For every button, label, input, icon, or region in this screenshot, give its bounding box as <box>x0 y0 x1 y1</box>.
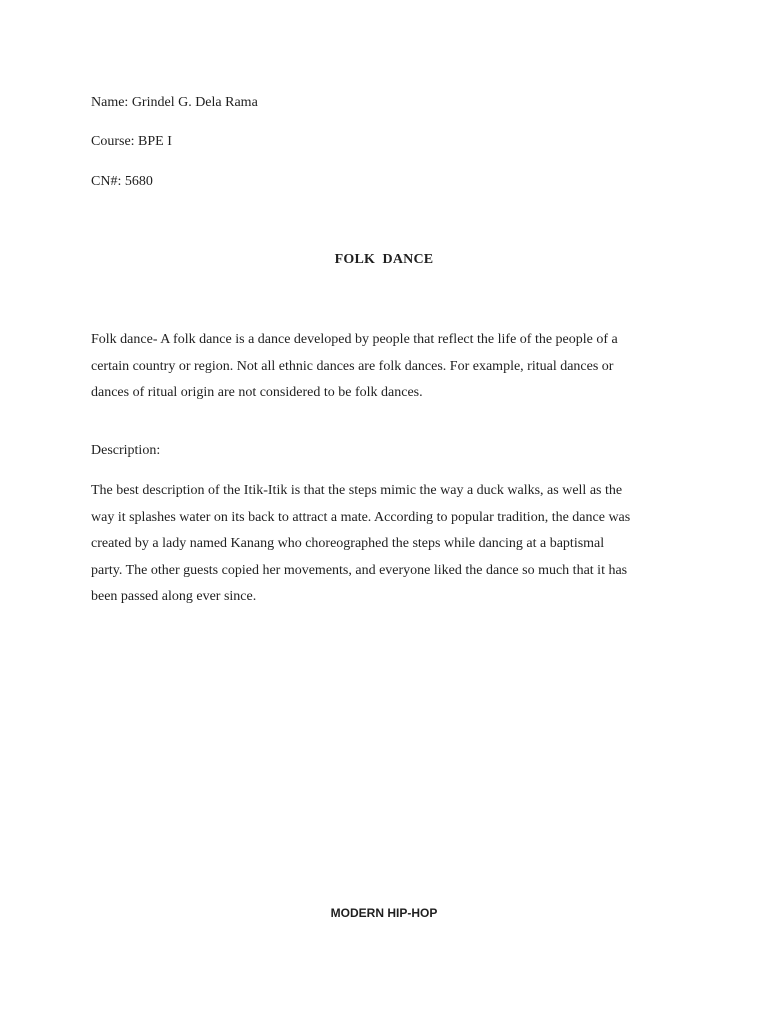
description-heading: Description: <box>91 443 161 458</box>
document-title: FOLK DANCE <box>334 252 434 267</box>
description-line: way it splashes water on its back to attract a mate. According to popular tradition, the dance was <box>91 509 631 525</box>
description-line: The best description of the Itik-Itik is that the steps mimic the way a duck walks, as well as the <box>91 483 623 498</box>
definition-line: dances of ritual origin are not considered to be folk dances. <box>91 385 423 400</box>
definition-line: Folk dance- A folk dance is a dance developed by people that reflect the life of the people of a <box>91 332 618 347</box>
description-paragraph <box>91 482 691 615</box>
course-label: Course: BPE I <box>91 134 172 149</box>
description-line: created by a lady named Kanang who choreographed the steps while dancing at a baptismal <box>91 536 605 551</box>
definition-line: certain country or region. Not all ethnic dances are folk dances. For example, ritual dances or <box>91 358 614 374</box>
next-section-title: MODERN HIP-HOP <box>330 906 438 920</box>
description-line: party. The other guests copied her movements, and everyone liked the dance so much that it has <box>91 562 628 578</box>
description-line: been passed along ever since. <box>91 589 257 604</box>
student-name: Name: Grindel G. Dela Rama <box>91 95 258 110</box>
cn-number: CN#: 5680 <box>91 174 153 189</box>
folk-dance-definition <box>91 331 691 411</box>
